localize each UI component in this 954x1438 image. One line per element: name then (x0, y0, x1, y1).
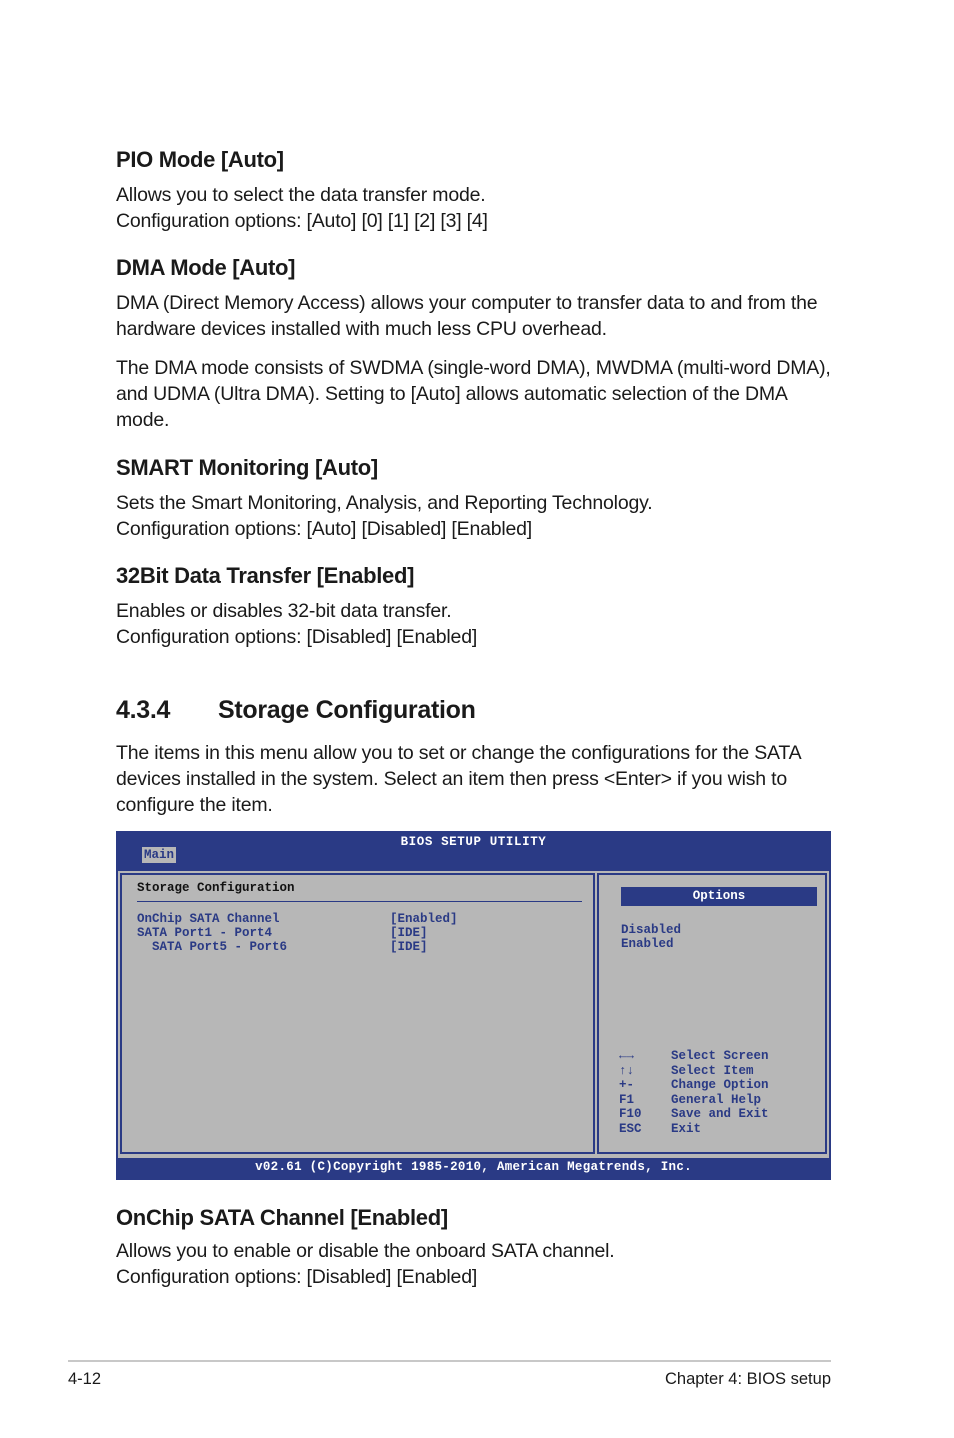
bios-body (118, 871, 829, 1158)
bios-key-exit: ESC Exit (619, 1121, 702, 1136)
bios-screen (116, 831, 831, 1180)
section-number: 4.3.4 (116, 696, 171, 724)
bios-options-header: Options (621, 887, 817, 906)
bios-pane-heading: Storage Configuration (137, 881, 295, 895)
bios-key-select-item: ↑↓ Select Item (619, 1063, 754, 1078)
bios-help-pane (597, 873, 827, 1154)
pio-mode-heading: PIO Mode [Auto] (116, 147, 284, 172)
smart-monitoring-description: Sets the Smart Monitoring, Analysis, and Reporting Technology. Configuration options: [Auto] [Disabled] [Enabled] (116, 492, 653, 540)
pio-mode-description: Allows you to select the data transfer mode. Configuration options: [Auto] [0] [1] [2] [3] [4] (116, 184, 488, 232)
32bit-transfer-heading: 32Bit Data Transfer [Enabled] (116, 563, 415, 588)
onchip-sata-description: Allows you to enable or disable the onboard SATA channel. Configuration options: [Disabled] [Enabled] (116, 1240, 615, 1288)
bios-settings-pane: Storage Configuration OnChip SATA Channel [Enabled] SATA Port1 - Port4 [IDE] SATA Port5 - Port6 [IDE] (120, 873, 595, 1154)
bios-title: BIOS SETUP UTILITY (400, 835, 547, 849)
bios-pane-divider (137, 901, 582, 902)
chapter-label: Chapter 4: BIOS setup (664, 1370, 831, 1388)
bios-key-save-exit: F10 Save and Exit (619, 1107, 769, 1121)
storage-config-intro: The items in this menu allow you to set or change the configurations for the SATA devices installed in the system. Select an item then press <Enter> if you wish to configure the item. (116, 742, 802, 816)
bios-tab-main[interactable]: Main (144, 848, 175, 862)
dma-mode-heading: DMA Mode [Auto] (116, 255, 296, 280)
section-title: Storage Configuration (218, 696, 476, 724)
storage-config-section-title (116, 696, 476, 725)
page-footer-divider (68, 1360, 831, 1362)
smart-monitoring-heading: SMART Monitoring [Auto] (116, 455, 378, 480)
dma-mode-description: DMA (Direct Memory Access) allows your computer to transfer data to and from the hardware devices installed with much less CPU overhead. (116, 292, 818, 340)
page-number: 4-12 (68, 1370, 102, 1388)
32bit-transfer-description: Enables or disables 32-bit data transfer. Configuration options: [Disabled] [Enabled] (116, 600, 478, 648)
bios-key-general-help: F1 General Help (619, 1092, 762, 1107)
bios-option-enabled[interactable]: Enabled (621, 937, 674, 951)
dma-mode-details: The DMA mode consists of SWDMA (single-word DMA), MWDMA (multi-word DMA), and UDMA (Ultra DMA). Setting to [Auto] allows automatic selection of the DMA mode. (116, 357, 831, 431)
bios-key-change-option: +- Change Option (619, 1078, 769, 1092)
bios-copyright-footer: v02.61 (C)Copyright 1985-2010, American Megatrends, Inc. (255, 1160, 692, 1174)
onchip-sata-heading: OnChip SATA Channel [Enabled] (116, 1205, 448, 1230)
bios-option-disabled[interactable]: Disabled (621, 923, 682, 937)
bios-key-select-screen: ←→ Select Screen (619, 1049, 769, 1063)
